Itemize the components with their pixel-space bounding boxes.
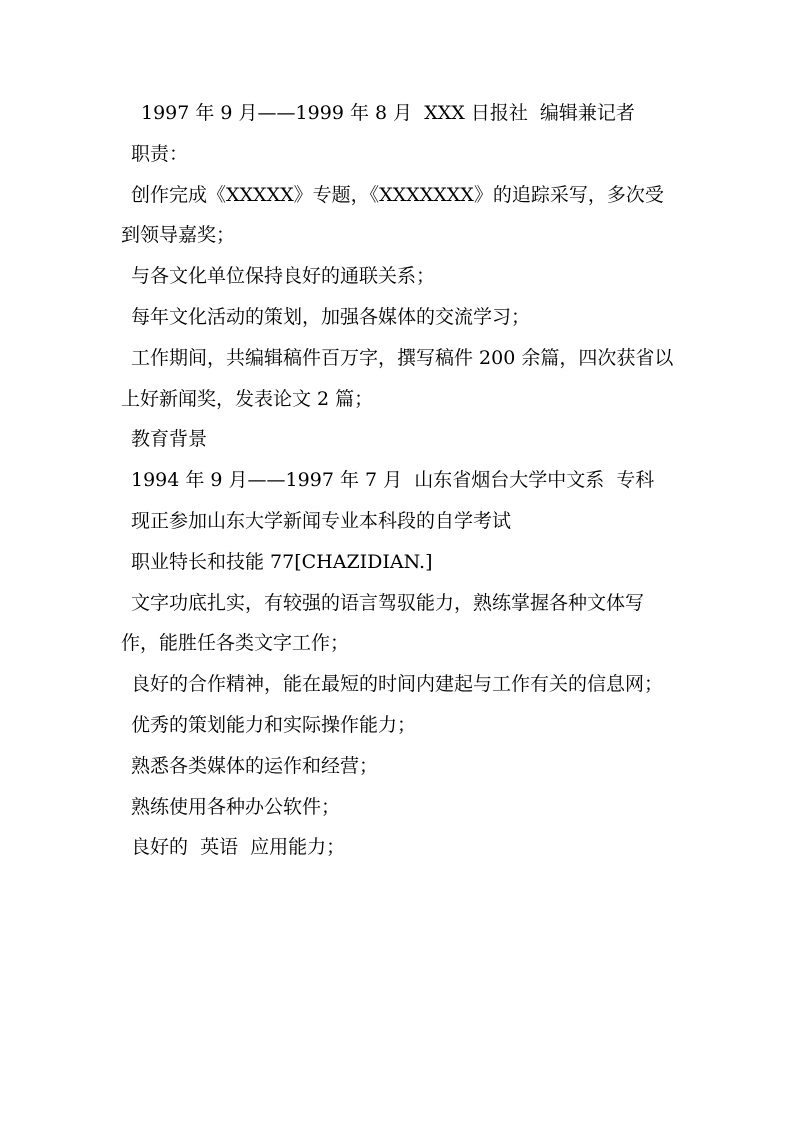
education-item: 1994 年 9 月——1997 年 7 月 山东省烟台大学中文系 专科 [131, 469, 655, 492]
skill-item: 优秀的策划能力和实际操作能力； [131, 713, 417, 736]
education-item: 现正参加山东大学新闻专业本科段的自学考试 [131, 509, 512, 532]
duty-item: 与各文化单位保持良好的通联关系； [131, 265, 436, 288]
skill-item: 熟悉各类媒体的运作和经营； [131, 754, 379, 777]
duty-item: 工作期间，共编辑稿件百万字，撰写稿件 200 余篇，四次获省以上好新闻奖，发表论文 2 篇； [121, 346, 674, 410]
job-period-line: 1997 年 9 月——1999 年 8 月 XXX 日报社 编辑兼记者 [141, 102, 635, 124]
skill-item: 熟练使用各种办公软件； [131, 795, 341, 818]
duty-item: 创作完成《XXXXX》专题，《XXXXXXX》的追踪采写，多次受到领导嘉奖； [121, 183, 664, 247]
skill-item: 良好的 英语 应用能力； [131, 836, 346, 859]
document-body [121, 93, 681, 868]
skills-heading: 职业特长和技能 77[CHAZIDIAN.] [131, 550, 433, 573]
duty-item: 每年文化活动的策划，加强各媒体的交流学习； [131, 305, 531, 328]
skill-item: 良好的合作精神，能在最短的时间内建起与工作有关的信息网； [131, 673, 664, 696]
education-heading: 教育背景 [131, 428, 208, 451]
skill-item: 文字功底扎实，有较强的语言驾驭能力，熟练掌握各种文体写作，能胜任各类文字工作； [121, 591, 645, 655]
duties-heading: 职责： [131, 142, 189, 165]
